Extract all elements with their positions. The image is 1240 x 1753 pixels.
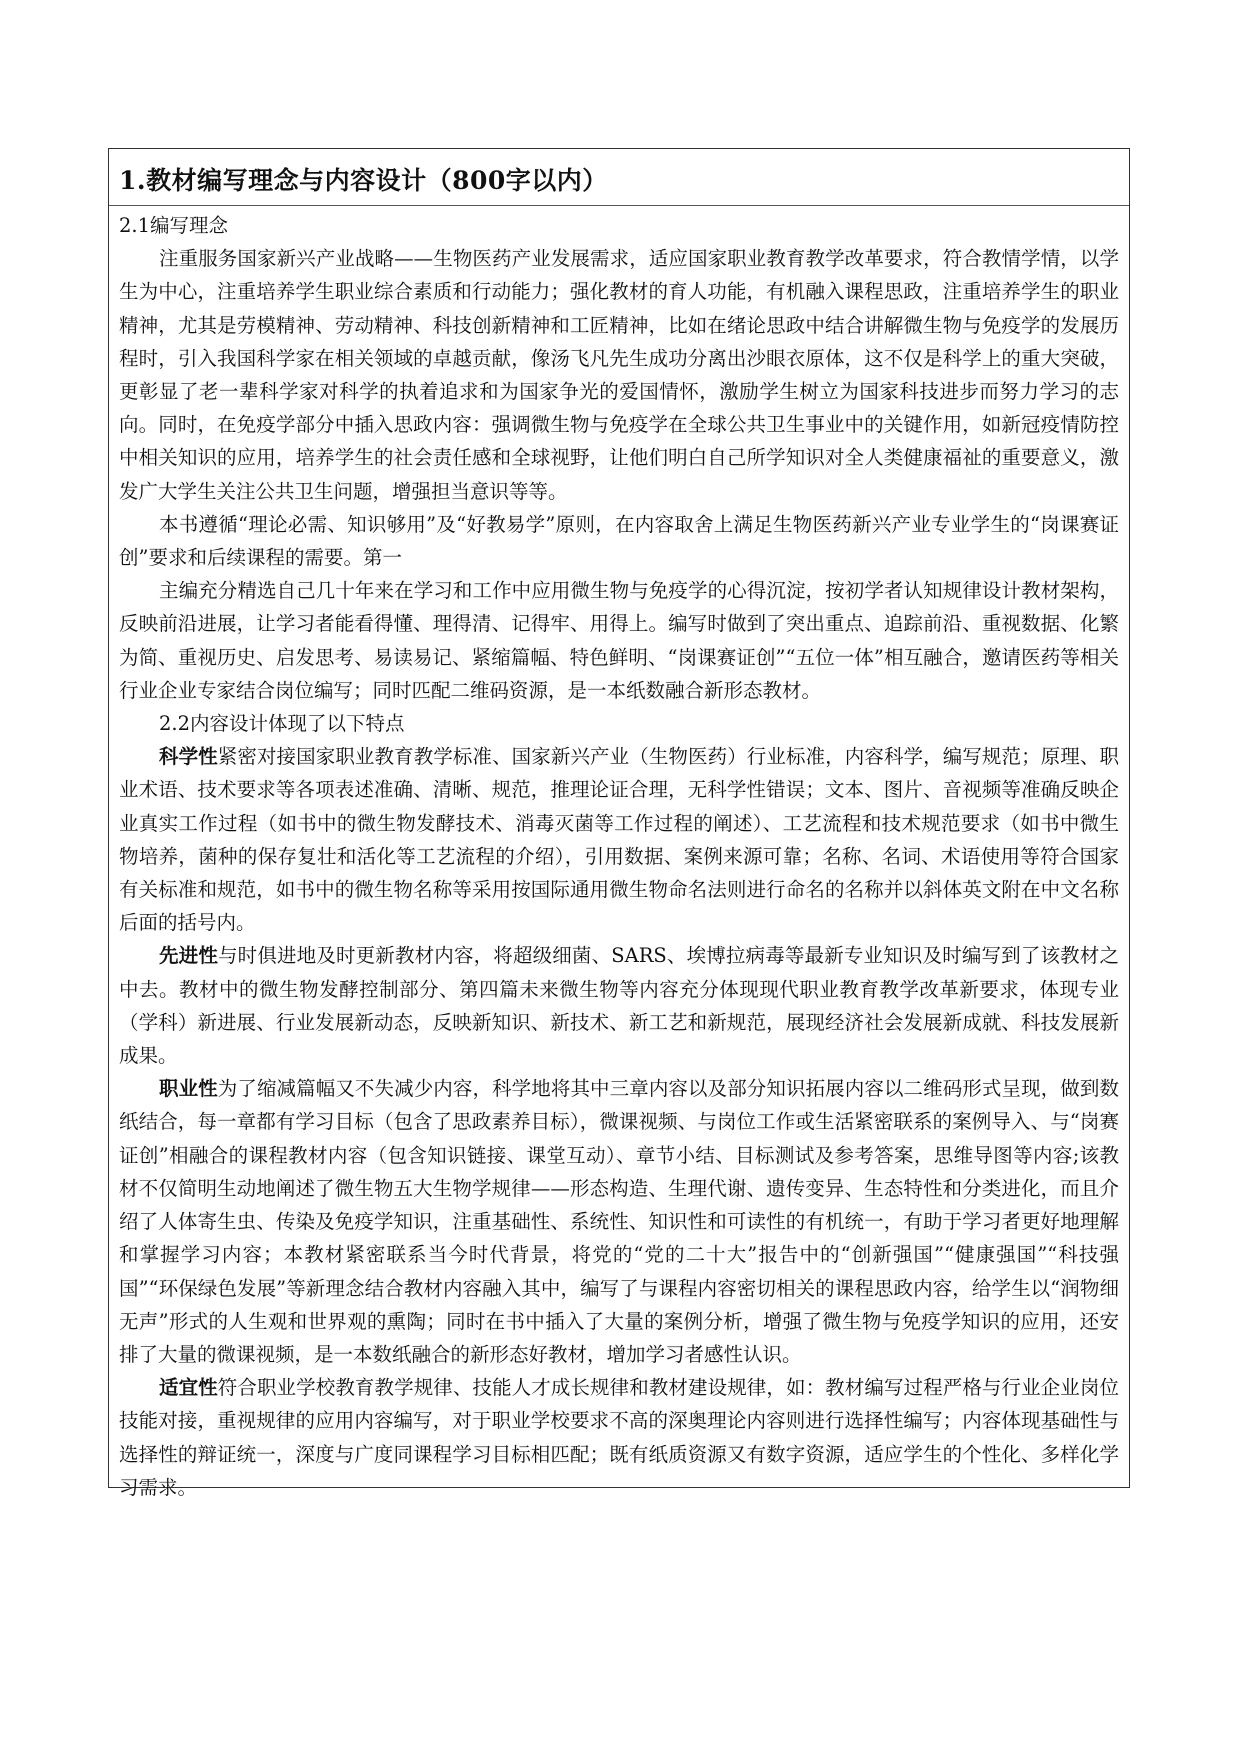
feature-vocational [119,1072,1119,1371]
feature-label: 职业性 [159,1077,218,1101]
feature-label: 先进性 [159,944,218,968]
feature-text: 符合职业学校教育教学规律、技能人才成长规律和教材建设规律，如：教材编写过程严格与行业企业岗位技能对接，重视规律的应用内容编写，对于职业学校要求不高的深奥理论内容则进行选择性编写；内容体现基础性与选择性的辩证统一，深度与广度同课程学习目标相匹配；既有纸质资源又有数字资源，适应学生的个性化、多样化学习需求。 [119,1376,1119,1499]
paragraph-philosophy-2: 本书遵循“理论必需、知识够用”及“好教易学”原则，在内容取舍上满足生物医药新兴产业专业学生的“岗课赛证创”要求和后续课程的需要。第一 [119,512,1119,570]
feature-label: 适宜性 [159,1376,218,1400]
feature-advanced [119,939,1119,1072]
feature-scientific [119,740,1119,939]
feature-text: 为了缩减篇幅又不失减少内容，科学地将其中三章内容以及部分知识拓展内容以二维码形式呈现，做到数纸结合，每一章都有学习目标（包含了思政素养目标），微课视频、与岗位工作或生活紧密联系的案例导入、与“岗赛证创”相融合的课程教材内容（包含知识链接、课堂互动）、章节小结、目标测试及参考答案，思维导图等内容;该教材不仅简明生动地阐述了微生物五大生物学规律——形态构造、生理代谢、遗传变异、生态特性和分类进化，而且介绍了人体寄生虫、传染及免疫学知识，注重基础性、系统性、知识性和可读性的有机统一，有助于学习者更好地理解和掌握学习内容；本教材紧密联系当今时代背景，将党的“党的二十大”报告中的“创新强国”“健康强国”“科技强国”“环保绿色发展”等新理念结合教材内容融入其中，编写了与课程内容密切相关的课程思政内容，给学生以“润物细无声”形式的人生观和世界观的熏陶；同时在书中插入了大量的案例分析，增强了微生物与免疫学知识的应用，还安排了大量的微课视频，是一本数纸融合的新形态好教材，增加学习者感性认识。 [119,1077,1119,1366]
feature-text: 紧密对接国家职业教育教学标准、国家新兴产业（生物医药）行业标准，内容科学，编写规范；原理、职业术语、技术要求等各项表述准确、清晰、规范，推理论证合理，无科学性错误；文本、图片、音视频等准确反映企业真实工作过程（如书中的微生物发酵技术、消毒灭菌等工作过程的阐述）、工艺流程和技术规范要求（如书中微生物培养，菌种的保存复壮和活化等工艺流程的介绍），引用数据、案例来源可靠；名称、名词、术语使用等符合国家有关标准和规范，如书中的微生物名称等采用按国际通用微生物命名法则进行命名的名称并以斜体英文附在中文名称后面的括号内。 [119,745,1119,935]
paragraph-philosophy-1: 注重服务国家新兴产业战略——生物医药产业发展需求，适应国家职业教育教学改革要求，符合教情学情，以学生为中心，注重培养学生职业综合素质和行动能力；强化教材的育人功能，有机融入课程思政，注重培养学生的职业精神，尤其是劳模精神、劳动精神、科技创新精神和工匠精神，比如在绪论思政中结合讲解微生物与免疫学的发展历程时，引入我国科学家在相关领域的卓越贡献，像汤飞凡先生成功分离出沙眼衣原体，这不仅是科学上的重大突破，更彰显了老一辈科学家对科学的执着追求和为国家争光的爱国情怀，激励学生树立为国家科技进步而努力学习的志向。同时，在免疫学部分中插入思政内容：强调微生物与免疫学在全球公共卫生事业中的关键作用，如新冠疫情防控中相关知识的应用，培养学生的社会责任感和全球视野，让他们明白自己所学知识对全人类健康福祉的重要意义，激发广大学生关注公共卫生问题，增强担当意识等等。 [119,247,1119,503]
feature-suitability [119,1371,1119,1504]
feature-label: 科学性 [159,745,218,769]
subsection-title-2-1: 2.1编写理念 [119,214,229,237]
content-cell [119,159,1119,1504]
feature-text: 与时俱进地及时更新教材内容，将超级细菌、SARS、埃博拉病毒等最新专业知识及时编写到了该教材之中去。教材中的微生物发酵控制部分、第四篇未来微生物等内容充分体现现代职业教育教学改革新要求，体现专业（学科）新进展、行业发展新动态，反映新知识、新技术、新工艺和新规范，展现经济社会发展新成就、科技发展新成果。 [119,944,1119,1068]
paragraph-philosophy-3: 主编充分精选自己几十年来在学习和工作中应用微生物与免疫学的心得沉淀，按初学者认知规律设计教材架构，反映前沿进展，让学习者能看得懂、理得清、记得牢、用得上。编写时做到了突出重点、追踪前沿、重视数据、化繁为简、重视历史、启发思考、易读易记、紧缩篇幅、特色鲜明、“岗课赛证创”“五位一体”相互融合，邀请医药等相关行业企业专家结合岗位编写；同时匹配二维码资源，是一本纸数融合新形态教材。 [119,579,1119,702]
subsection-title-2-2: 2.2内容设计体现了以下特点 [159,712,405,736]
form-table-frame [108,148,1130,1499]
section-heading: 1.教材编写理念与内容设计（800字以内） [119,166,608,195]
